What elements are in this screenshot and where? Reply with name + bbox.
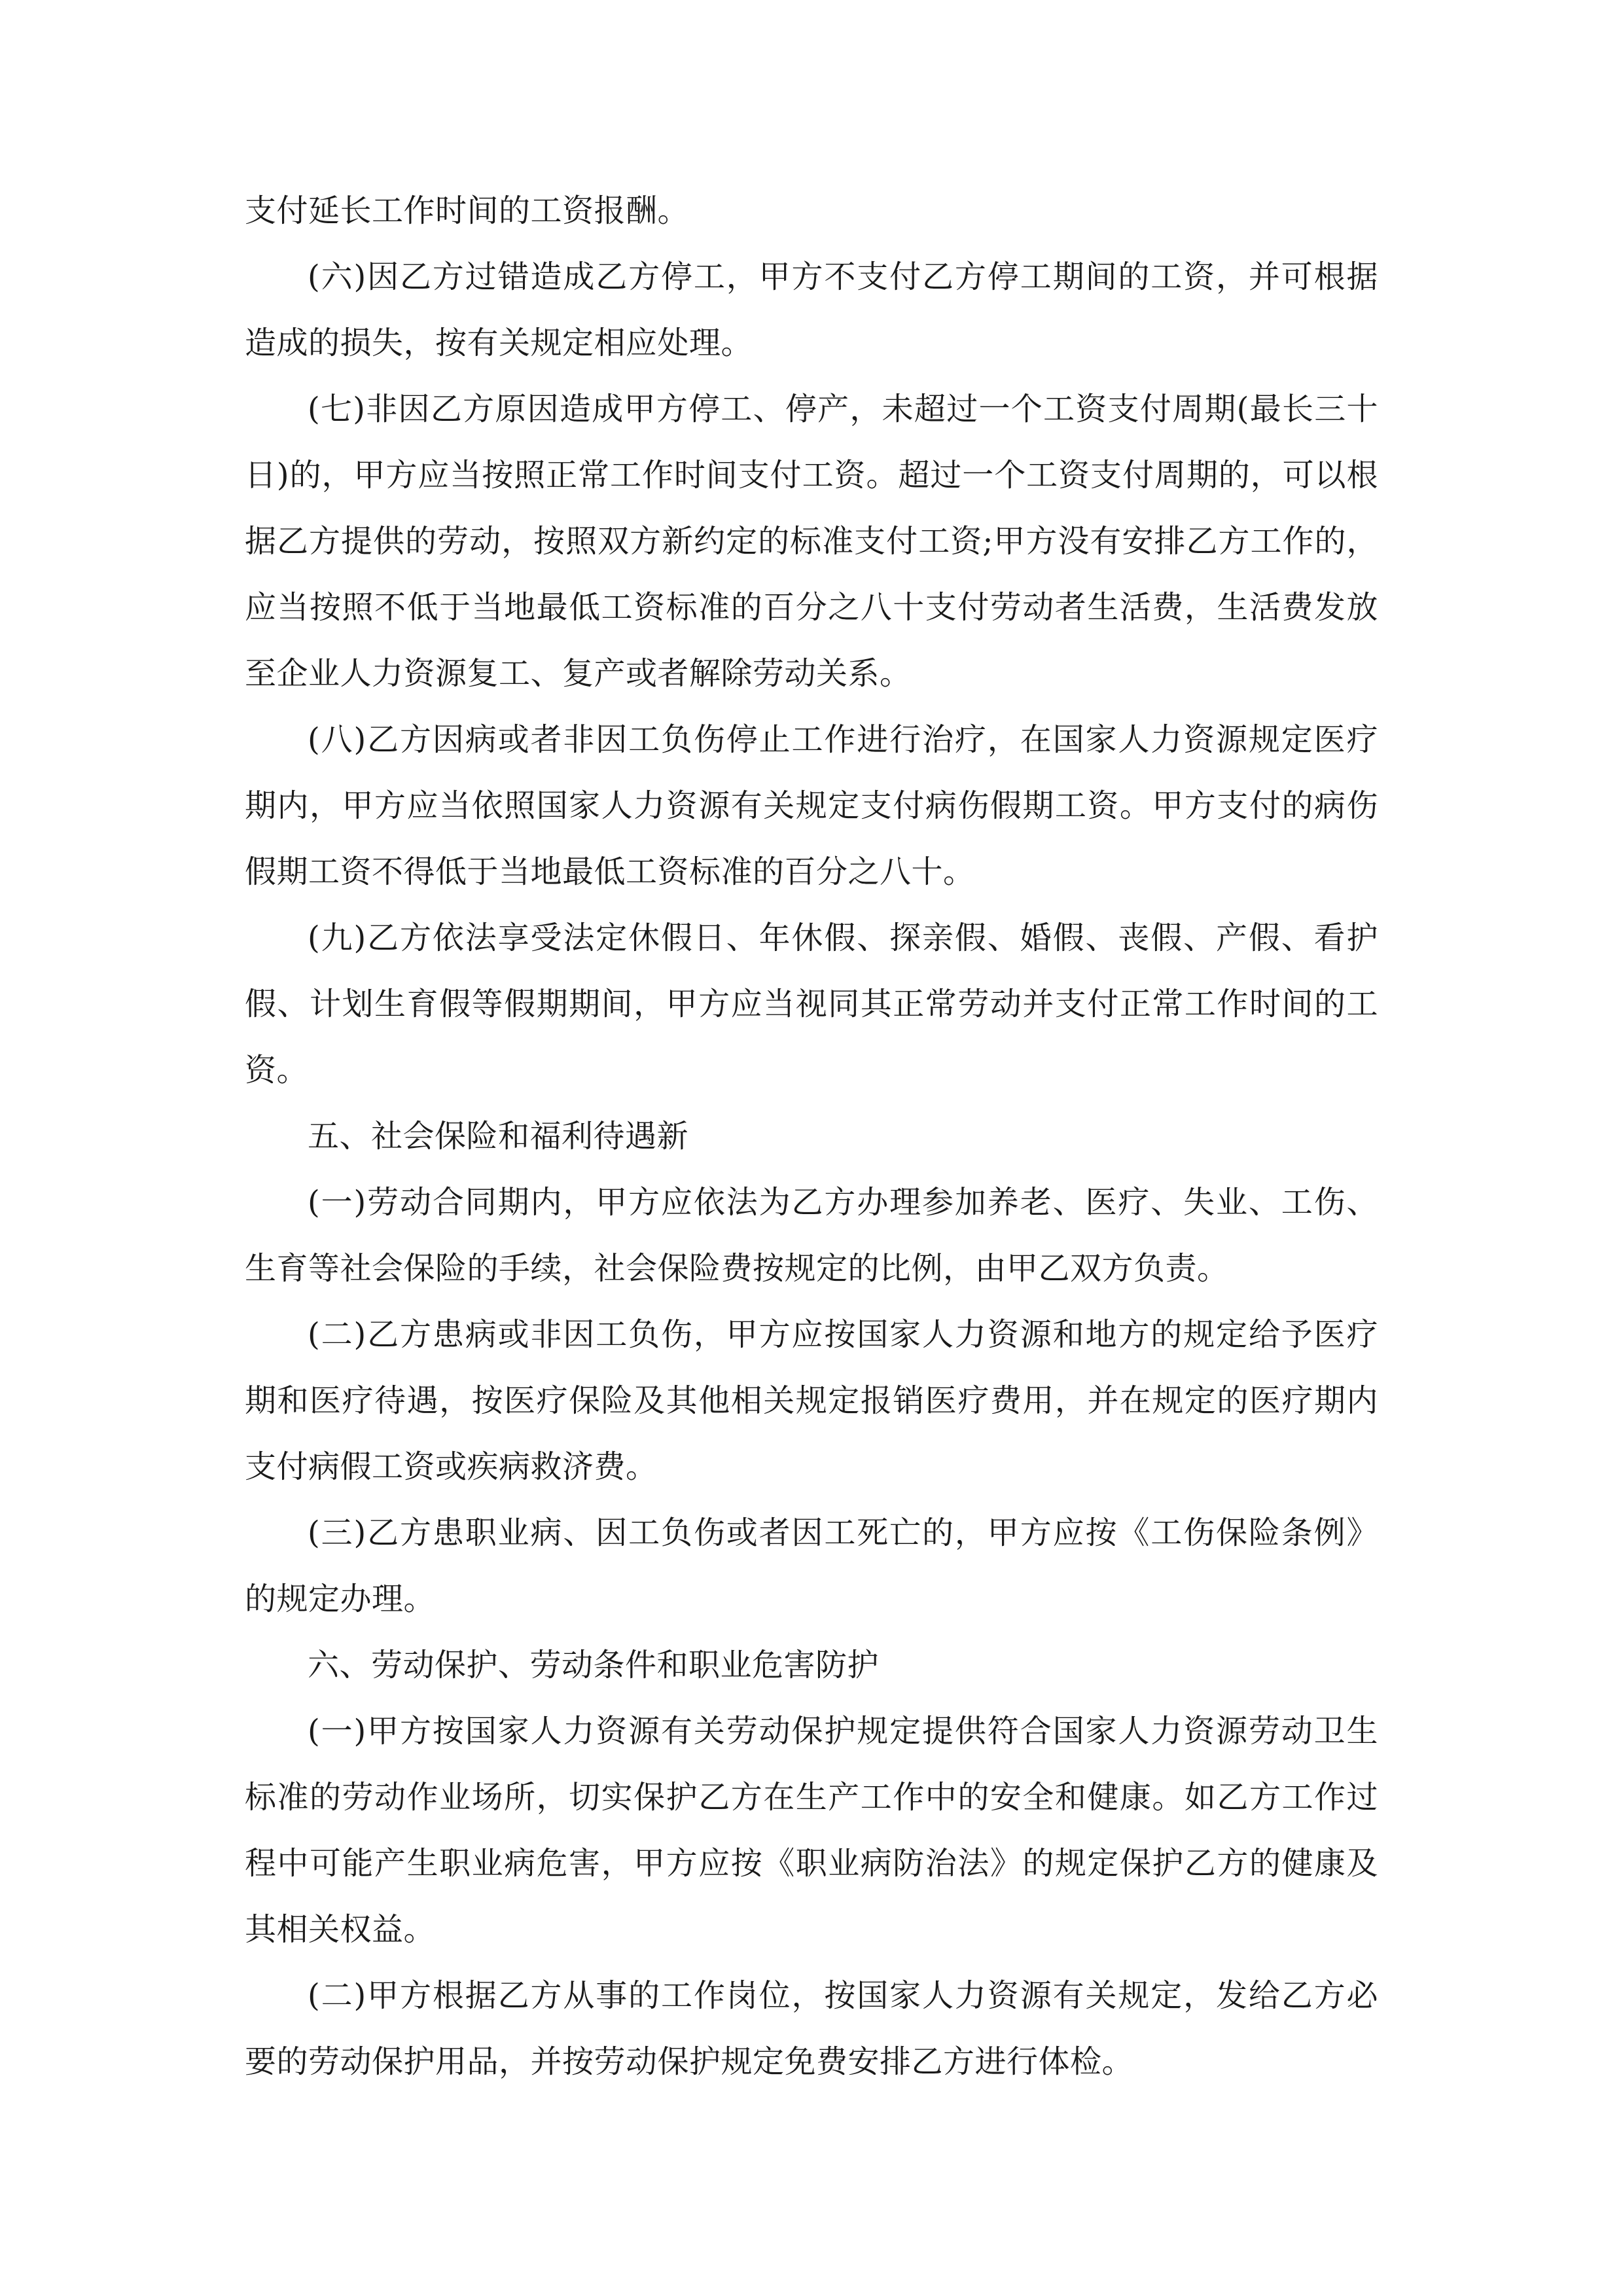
paragraph-s5-clause-1: (一)劳动合同期内，甲方应依法为乙方办理参加养老、医疗、失业、工伤、生育等社会保险的手续，社会保险费按规定的比例，由甲乙双方负责。 bbox=[245, 1184, 1378, 1287]
paragraph-clause-8: (八)乙方因病或者非因工负伤停止工作进行治疗，在国家人力资源规定医疗期内，甲方应当依照国家人力资源有关规定支付病伤假期工资。甲方支付的病伤假期工资不得低于当地最低工资标准的百分之八十。 bbox=[245, 721, 1378, 890]
paragraph-clause-6: (六)因乙方过错造成乙方停工，甲方不支付乙方停工期间的工资，并可根据造成的损失，按有关规定相应处理。 bbox=[245, 259, 1378, 361]
paragraph-s5-clause-2: (二)乙方患病或非因工负伤，甲方应按国家人力资源和地方的规定给予医疗期和医疗待遇，按医疗保险及其他相关规定报销医疗费用，并在规定的医疗期内支付病假工资或疾病救济费。 bbox=[245, 1316, 1378, 1485]
paragraph-clause-9: (九)乙方依法享受法定休假日、年休假、探亲假、婚假、丧假、产假、看护假、计划生育假等假期期间，甲方应当视同其正常劳动并支付正常工作时间的工资。 bbox=[245, 920, 1378, 1088]
document-body bbox=[245, 178, 1378, 2095]
paragraph-s5-clause-3: (三)乙方患职业病、因工负伤或者因工死亡的，甲方应按《工伤保险条例》的规定办理。 bbox=[245, 1515, 1378, 1617]
section-heading-5: 五、社会保险和福利待遇新 bbox=[308, 1118, 689, 1155]
paragraph-clause-7: (七)非因乙方原因造成甲方停工、停产，未超过一个工资支付周期(最长三十日)的，甲方应当按照正常工作时间支付工资。超过一个工资支付周期的，可以根据乙方提供的劳动，按照双方新约定的标准支付工资;甲方没有安排乙方工作的，应当按照不低于当地最低工资标准的百分之八十支付劳动者生活费，生活费发放至企业人力资源复工、复产或者解除劳动关系。 bbox=[245, 391, 1378, 692]
paragraph-s6-clause-2: (二)甲方根据乙方从事的工作岗位，按国家人力资源有关规定，发给乙方必要的劳动保护用品，并按劳动保护规定免费安排乙方进行体检。 bbox=[245, 1977, 1378, 2080]
section-heading-6: 六、劳动保护、劳动条件和职业危害防护 bbox=[308, 1647, 880, 1683]
paragraph-continuation: 支付延长工作时间的工资报酬。 bbox=[245, 192, 690, 229]
paragraph-s6-clause-1: (一)甲方按国家人力资源有关劳动保护规定提供符合国家人力资源劳动卫生标准的劳动作业场所，切实保护乙方在生产工作中的安全和健康。如乙方工作过程中可能产生职业病危害，甲方应按《职业病防治法》的规定保护乙方的健康及其相关权益。 bbox=[245, 1713, 1378, 1948]
